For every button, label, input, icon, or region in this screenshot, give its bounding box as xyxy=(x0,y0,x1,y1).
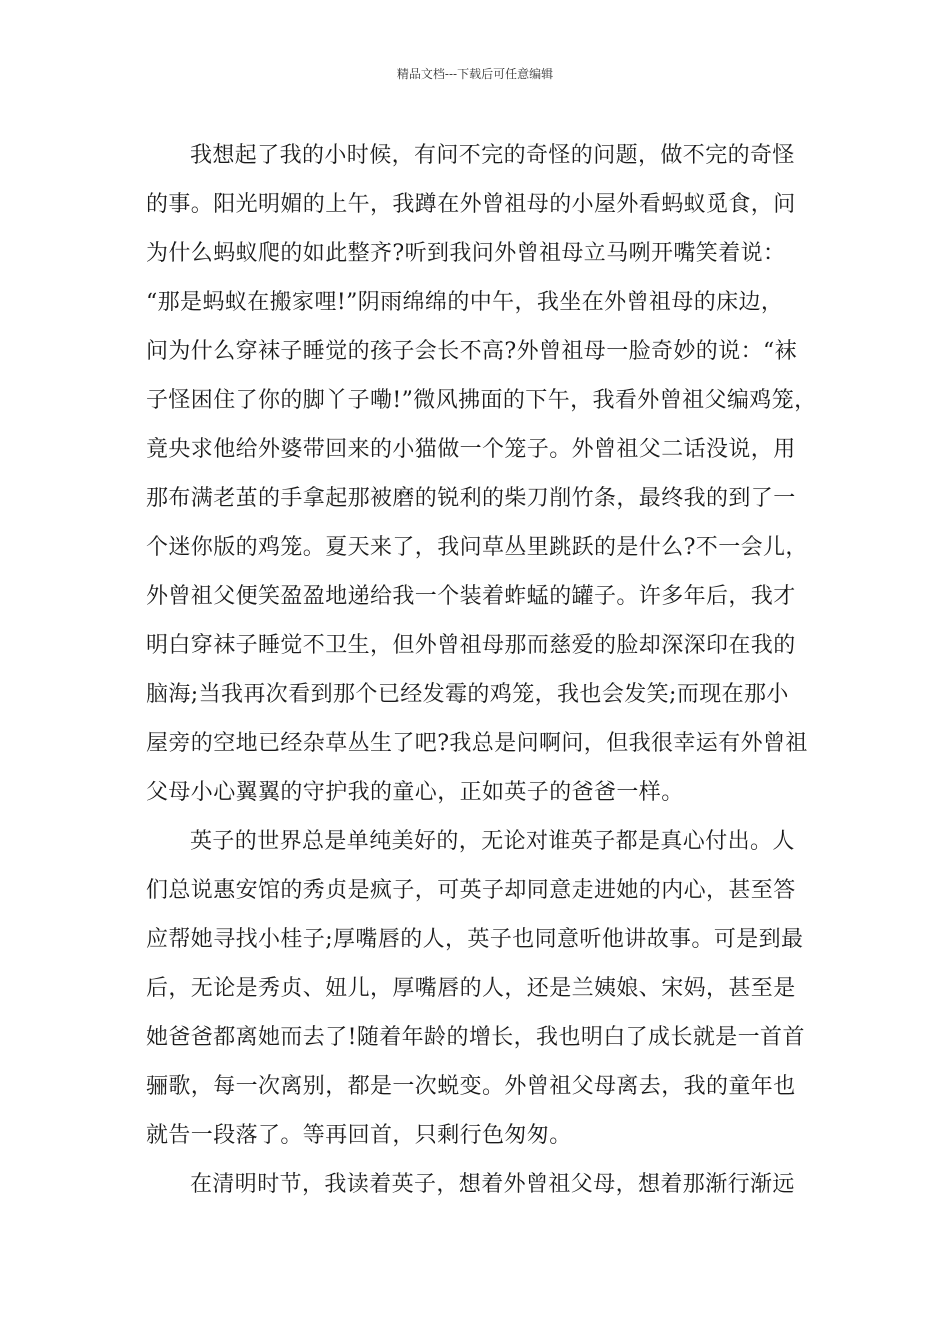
text-line: 那布满老茧的手拿起那被磨的锐利的柴刀削竹条，最终我的到了一 xyxy=(146,486,796,511)
text-line: 外曾祖父便笑盈盈地递给我一个装着蚱蜢的罐子。许多年后，我才 xyxy=(146,584,796,609)
text-line: 骊歌，每一次离别，都是一次蜕变。外曾祖父母离去，我的童年也 xyxy=(146,1074,796,1099)
text-line: 英子的世界总是单纯美好的，无论对谁英子都是真心付出。人 xyxy=(190,829,795,854)
text-line: 后，无论是秀贞、妞儿，厚嘴唇的人，还是兰姨娘、宋妈，甚至是 xyxy=(146,976,796,1001)
text-line: 问为什么穿袜子睡觉的孩子会长不高?外曾祖母一脸奇妙的说：“袜 xyxy=(146,339,798,364)
text-line: 在清明时节，我读着英子，想着外曾祖父母，想着那渐行渐远 xyxy=(190,1172,795,1197)
paragraph-3 xyxy=(146,1160,806,1209)
text-line: 脑海;当我再次看到那个已经发霉的鸡笼，我也会发笑;而现在那小 xyxy=(146,682,789,707)
text-line: “那是蚂蚁在搬家哩!”阴雨绵绵的中午，我坐在外曾祖母的床边， xyxy=(146,290,784,315)
page-header: 精品文档---下载后可任意编辑 xyxy=(396,67,554,81)
text-line: 父母小心翼翼的守护我的童心，正如英子的爸爸一样。 xyxy=(146,780,684,805)
text-line: 竟央求他给外婆带回来的小猫做一个笼子。外曾祖父二话没说，用 xyxy=(146,437,796,462)
text-line: 的事。阳光明媚的上午，我蹲在外曾祖母的小屋外看蚂蚁觅食，问 xyxy=(146,192,796,217)
text-line: 为什么蚂蚁爬的如此整齐?听到我问外曾祖母立马咧开嘴笑着说： xyxy=(146,241,786,266)
text-line: 个迷你版的鸡笼。夏天来了，我问草丛里跳跃的是什么?不一会儿， xyxy=(146,535,808,560)
paragraph-1 xyxy=(146,131,817,817)
text-line: 我想起了我的小时候，有问不完的奇怪的问题，做不完的奇怪 xyxy=(190,143,795,168)
text-line: 屋旁的空地已经杂草丛生了吧?我总是问啊问，但我很幸运有外曾祖 xyxy=(146,731,808,756)
text-line: 子怪困住了你的脚丫子嘞!”微风拂面的下午，我看外曾祖父编鸡笼， xyxy=(146,388,817,413)
text-line: 她爸爸都离她而去了!随着年龄的增长，我也明白了成长就是一首首 xyxy=(146,1025,805,1050)
text-line: 明白穿袜子睡觉不卫生，但外曾祖母那而慈爱的脸却深深印在我的 xyxy=(146,633,796,658)
text-line: 就告一段落了。等再回首，只剩行色匆匆。 xyxy=(146,1123,572,1148)
document-body xyxy=(146,131,817,1209)
text-line: 们总说惠安馆的秀贞是疯子，可英子却同意走进她的内心，甚至答 xyxy=(146,878,796,903)
paragraph-2 xyxy=(146,817,806,1160)
text-line: 应帮她寻找小桂子;厚嘴唇的人，英子也同意听他讲故事。可是到最 xyxy=(146,927,804,952)
